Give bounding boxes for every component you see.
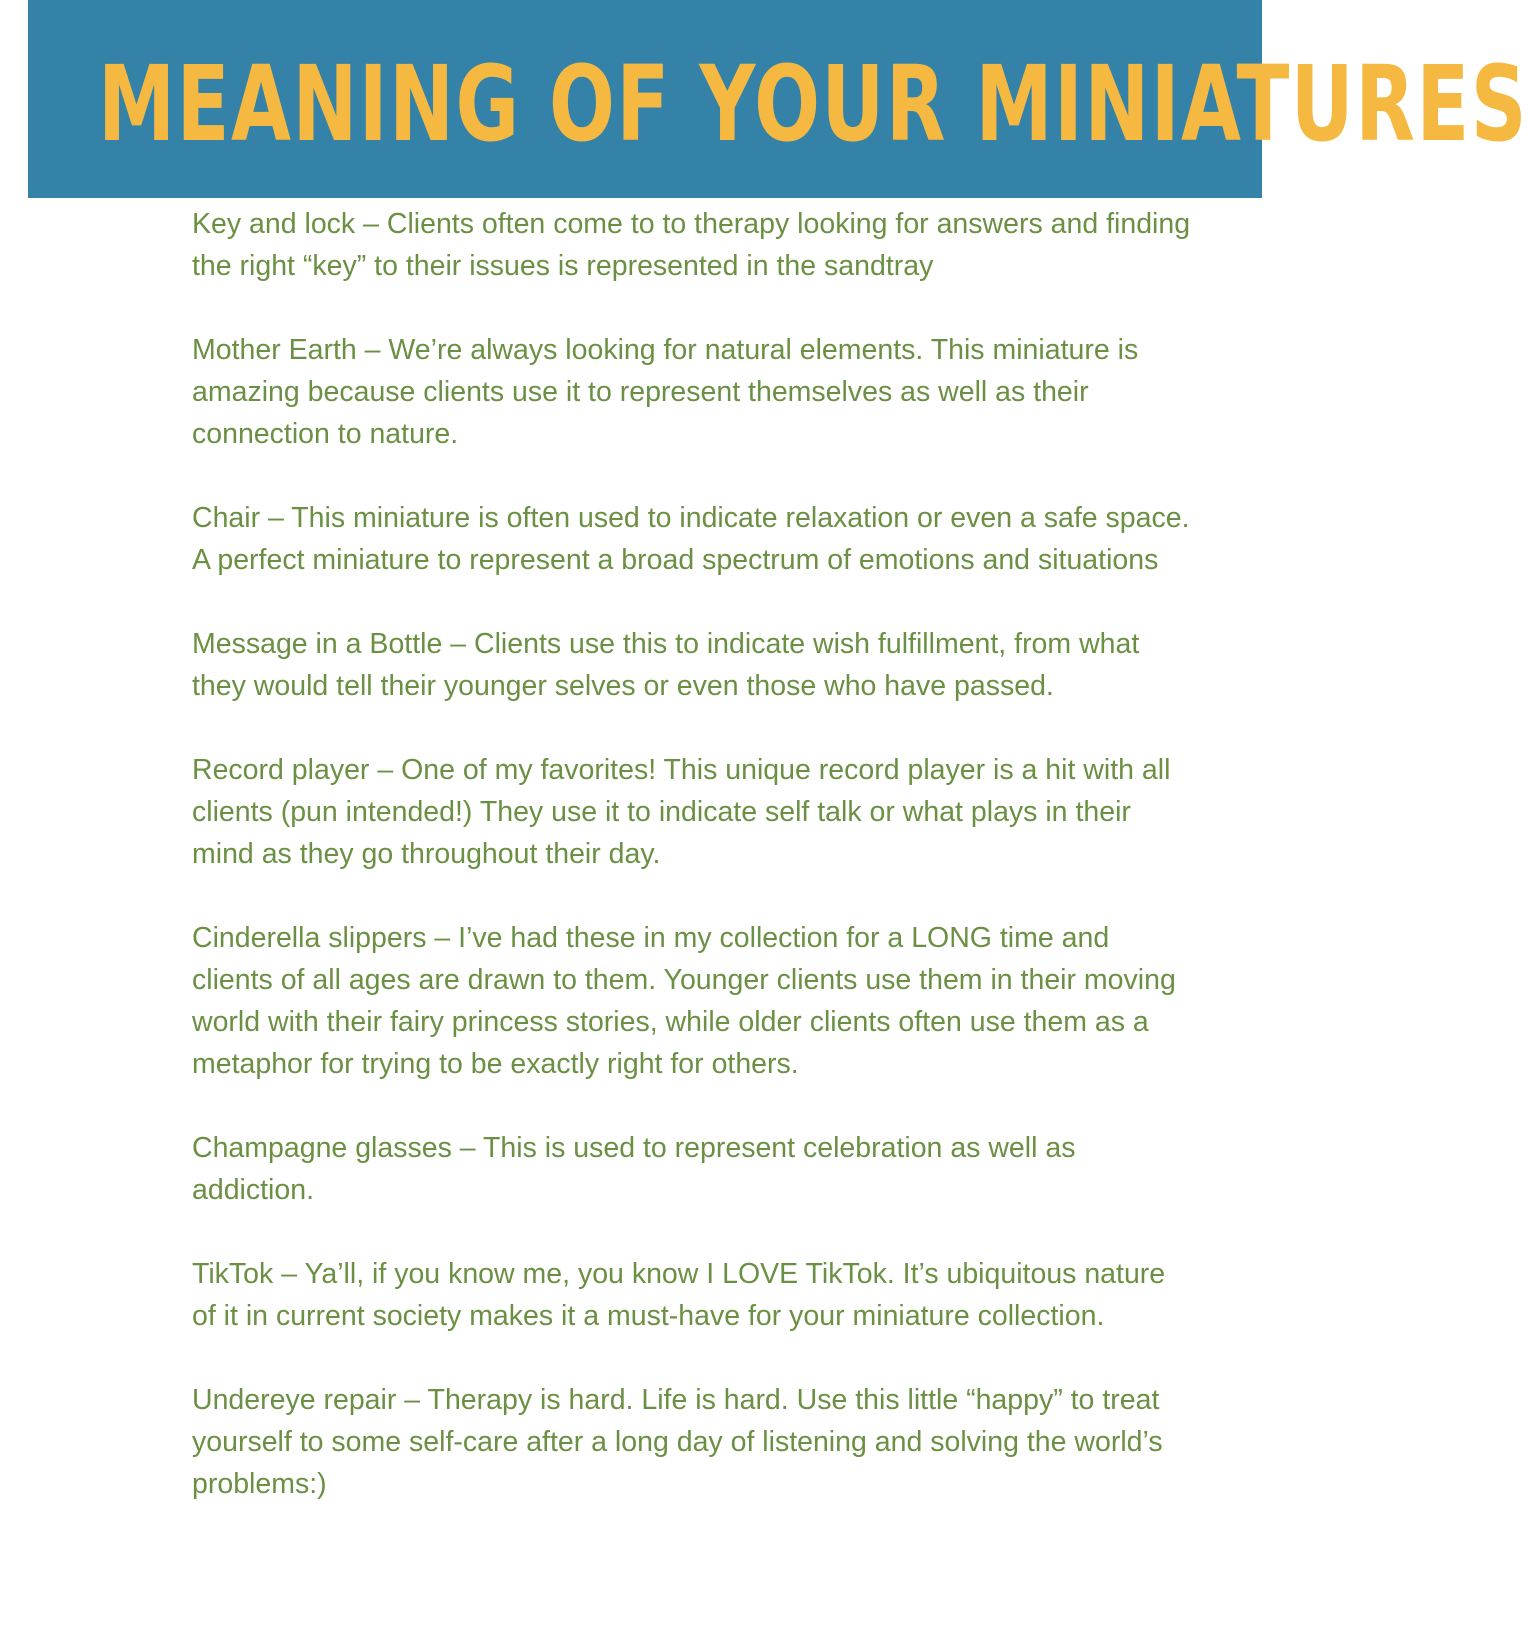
entry-mother-earth: Mother Earth – We’re always looking for natural elements. This miniature is amazing because clients use it to represent themselves as well as their connection to nature. — [192, 334, 1139, 450]
entry-tiktok: TikTok – Ya’ll, if you know me, you know I LOVE TikTok. It’s ubiquitous nature of it in current society makes it a must-have for your miniature collection. — [192, 1258, 1166, 1332]
entry-undereye-repair: Undereye repair – Therapy is hard. Life is hard. Use this little “happy” to treat yourself to some self-care after a long day of listening and solving the world’s problems:) — [192, 1384, 1163, 1500]
entry-record-player: Record player – One of my favorites! This unique record player is a hit with all clients (pun intended!) They use it to indicate self talk or what plays in their mind as they go throughout their day. — [192, 754, 1171, 870]
entry-chair: Chair – This miniature is often used to indicate relaxation or even a safe space. A perfect miniature to represent a broad spectrum of emotions and situations — [192, 502, 1190, 576]
entry-champagne-glasses: Champagne glasses – This is used to represent celebration as well as addiction. — [192, 1132, 1076, 1206]
entry-key-and-lock: Key and lock – Clients often come to to therapy looking for answers and finding the right “key” to their issues is represented in the sandtray — [192, 208, 1191, 282]
miniature-descriptions — [192, 203, 1192, 1547]
entry-cinderella-slippers: Cinderella slippers – I’ve had these in my collection for a LONG time and clients of all ages are drawn to them. Younger clients use them in their moving world with their fairy princess stories, while older clients often use them as a metaphor for trying to be exactly right for others. — [192, 922, 1176, 1080]
page-title: MEANING OF YOUR MINIATURES — [98, 43, 1528, 165]
entry-message-in-a-bottle: Message in a Bottle – Clients use this to indicate wish fulfillment, from what they would tell their younger selves or even those who have passed. — [192, 628, 1140, 702]
